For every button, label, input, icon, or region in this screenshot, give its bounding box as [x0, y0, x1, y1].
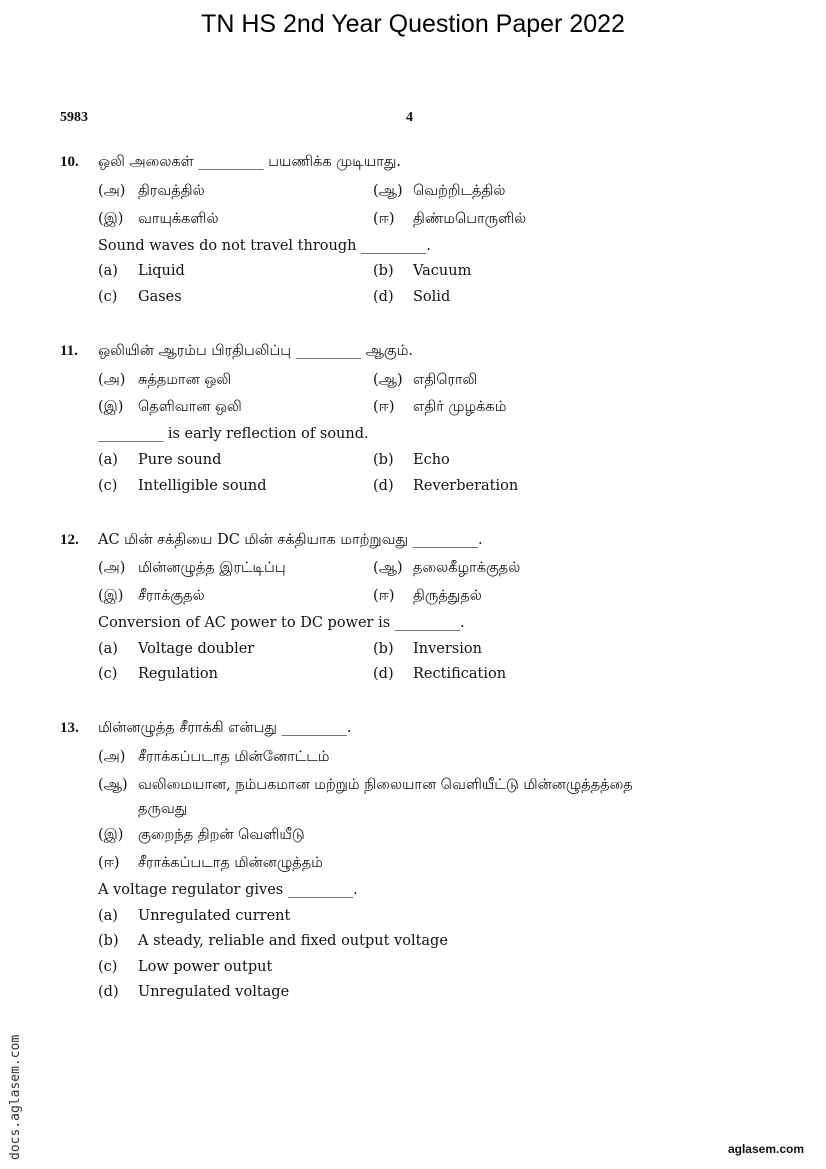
question-tamil: ஒலியின் ஆரம்ப பிரதிபலிப்பு _________ ஆகும்.	[98, 343, 413, 359]
option-tamil: (ஈ) சீராக்கப்படாத மின்னழுத்தம்	[98, 855, 323, 871]
question-english: _________ is early reflection of sound.	[98, 426, 369, 442]
question-english: Sound waves do not travel through _________.	[98, 238, 431, 254]
option-english: (c) Regulation	[98, 666, 218, 682]
option-tamil: (ஆ) தலைகீழாக்குதல்	[373, 560, 521, 576]
option-english: (c) Gases	[98, 289, 182, 305]
side-watermark: docs.aglasem.com	[8, 1034, 23, 1160]
page-number: 4	[406, 110, 413, 125]
option-tamil: (அ) மின்னழுத்த இரட்டிப்பு	[98, 560, 286, 576]
option-tamil: (ஆ) வெற்றிடத்தில்	[373, 183, 506, 199]
option-tamil: (ஆ) எதிரொலி	[373, 372, 478, 388]
option-english: (d) Reverberation	[373, 478, 519, 494]
option-tamil: (அ) சுத்தமான ஒலி	[98, 372, 232, 388]
option-english: (b) Echo	[373, 452, 450, 468]
option-english: (d) Rectification	[373, 666, 507, 682]
page-title: TN HS 2nd Year Question Paper 2022	[201, 10, 625, 38]
option-english: (b) Inversion	[373, 641, 482, 657]
question-tamil: ஒலி அலைகள் _________ பயணிக்க முடியாது.	[98, 154, 402, 170]
option-english: (d) Unregulated voltage	[98, 984, 290, 1000]
question-tamil: மின்னழுத்த சீராக்கி என்பது _________.	[98, 720, 352, 736]
option-tamil: (ஈ) திருத்துதல்	[373, 588, 482, 604]
option-tamil: (இ) தெளிவான ஒலி	[98, 399, 242, 415]
option-english: (c) Intelligible sound	[98, 478, 267, 494]
option-english: (b) A steady, reliable and fixed output voltage	[98, 933, 448, 949]
option-tamil: (இ) குறைந்த திறன் வெளியீடு	[98, 827, 305, 843]
option-tamil: (அ) திரவத்தில்	[98, 183, 205, 199]
option-english: (a) Unregulated current	[98, 908, 291, 924]
option-english: (a) Voltage doubler	[98, 641, 255, 657]
question-tamil: AC மின் சக்தியை DC மின் சக்தியாக மாற்றுவது _________.	[98, 532, 483, 548]
option-tamil: (அ) சீராக்கப்படாத மின்னோட்டம்	[98, 749, 330, 765]
paper-code: 5983	[60, 110, 88, 125]
option-tamil: (ஈ) எதிர் முழக்கம்	[373, 399, 507, 415]
option-tamil: (ஈ) திண்மபொருளில்	[373, 211, 527, 227]
footer-link[interactable]: aglasem.com	[727, 1142, 804, 1156]
option-tamil: (இ) சீராக்குதல்	[98, 588, 205, 604]
option-english: (b) Vacuum	[373, 263, 472, 279]
option-english: (c) Low power output	[98, 959, 273, 975]
question-number: 10.	[60, 154, 79, 170]
option-english: (a) Liquid	[98, 263, 185, 279]
option-tamil: (ஆ) வலிமையான, நம்பகமான மற்றும் நிலையான வெளியீட்டு மின்னழுத்தத்தை	[98, 777, 633, 793]
question-number: 11.	[60, 343, 78, 359]
question-english: A voltage regulator gives _________.	[98, 882, 358, 898]
question-english: Conversion of AC power to DC power is _________.	[98, 615, 465, 631]
option-english: (a) Pure sound	[98, 452, 222, 468]
question-number: 12.	[60, 532, 79, 548]
option-tamil: (இ) வாயுக்களில்	[98, 211, 219, 227]
option-english: (d) Solid	[373, 289, 451, 305]
option-tamil-continuation: தருவது	[138, 801, 188, 817]
question-number: 13.	[60, 720, 79, 736]
